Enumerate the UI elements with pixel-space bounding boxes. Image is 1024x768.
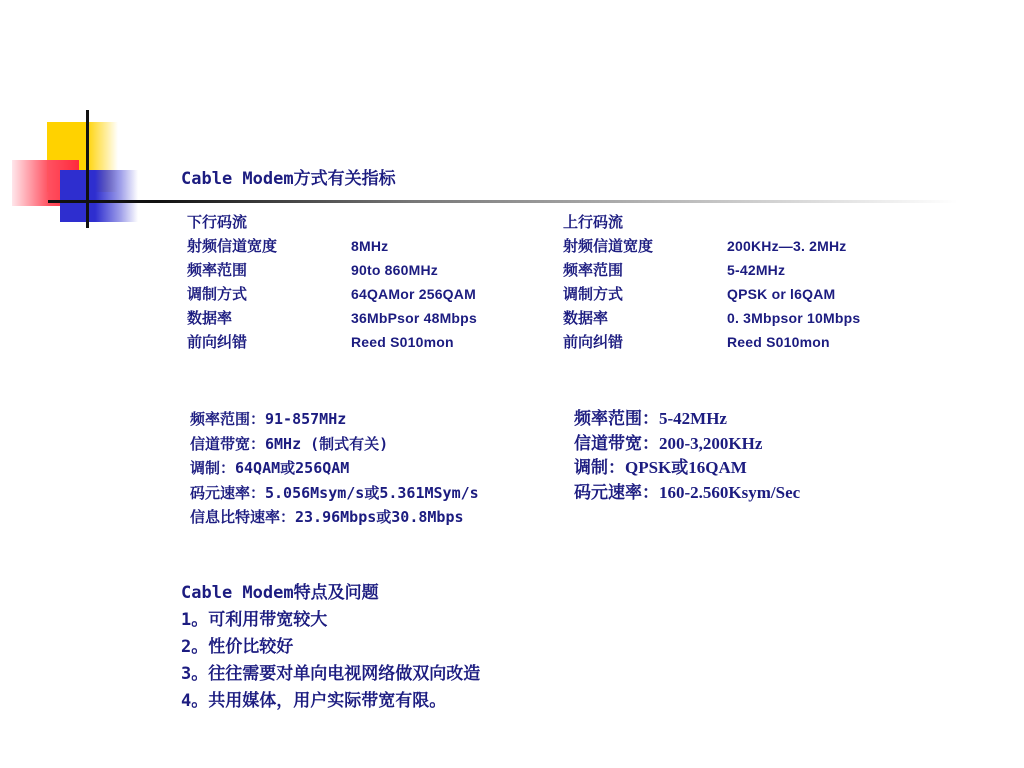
downstream-heading: 下行码流 (187, 213, 248, 231)
spec-row (187, 258, 547, 282)
spec-row (563, 234, 923, 258)
list-item: 2。性价比较好 (181, 637, 294, 657)
downstream-spec-table (187, 210, 547, 354)
detail-line: 频率范围：5-42MHz (574, 409, 727, 428)
upstream-heading-row (563, 210, 923, 234)
upstream-heading: 上行码流 (563, 213, 624, 231)
detail-line: 信息比特速率：23.96Mbps或30.8Mbps (190, 508, 464, 526)
spec-value: 5-42MHz (727, 262, 786, 278)
slide-title: Cable Modem方式有关指标 (181, 169, 396, 189)
spec-row (187, 306, 547, 330)
detail-line: 码元速率：160-2.560Ksym/Sec (574, 482, 801, 502)
detail-line: 信道带宽：6MHz (制式有关) (190, 434, 389, 453)
list-item: 3。往往需要对单向电视网络做双向改造 (181, 664, 481, 684)
spec-value: 36MbPsor 48Mbps (351, 310, 477, 326)
list-item: 1。可利用带宽较大 (181, 610, 328, 630)
detail-line: 码元速率：5.056Msym/s或5.361MSym/s (190, 483, 479, 502)
spec-label: 调制方式 (187, 285, 248, 303)
downstream-detail (190, 407, 479, 530)
detail-line: 信道带宽：200-3,200KHz (574, 433, 763, 453)
spec-label: 前向纠错 (563, 333, 624, 351)
spec-label: 射频信道宽度 (563, 237, 654, 255)
spec-row (563, 330, 923, 354)
spec-value: QPSK or l6QAM (727, 286, 836, 302)
spec-label: 频率范围 (187, 261, 248, 279)
detail-line: 调制：64QAM或256QAM (190, 459, 350, 477)
decorative-blue-square (60, 170, 138, 222)
upstream-spec-table (563, 210, 923, 354)
spec-value: 8MHz (351, 238, 389, 254)
spec-label: 数据率 (187, 309, 233, 327)
spec-row (563, 282, 923, 306)
spec-value: 64QAMor 256QAM (351, 286, 476, 302)
decorative-vertical-line (86, 110, 89, 228)
spec-row (563, 306, 923, 330)
spec-value: 200KHz—3. 2MHz (727, 238, 847, 254)
spec-label: 调制方式 (563, 285, 624, 303)
spec-label: 前向纠错 (187, 333, 248, 351)
spec-label: 数据率 (563, 309, 609, 327)
spec-value: Reed S010mon (351, 334, 454, 350)
spec-label: 射频信道宽度 (187, 237, 278, 255)
list-item: 4。共用媒体，用户实际带宽有限。 (181, 691, 447, 711)
features-list (181, 580, 480, 715)
spec-row (187, 282, 547, 306)
detail-line: 频率范围：91-857MHz (190, 410, 347, 428)
features-heading: Cable Modem特点及问题 (181, 583, 379, 603)
spec-value: Reed S010mon (727, 334, 830, 350)
downstream-heading-row (187, 210, 547, 234)
spec-row (187, 330, 547, 354)
upstream-detail (574, 407, 800, 505)
spec-row (187, 234, 547, 258)
detail-line: 调制：QPSK或16QAM (574, 458, 747, 477)
spec-value: 90to 860MHz (351, 262, 439, 278)
spec-label: 频率范围 (563, 261, 624, 279)
spec-row (563, 258, 923, 282)
spec-value: 0. 3Mbpsor 10Mbps (727, 310, 861, 326)
title-underline (48, 200, 958, 203)
